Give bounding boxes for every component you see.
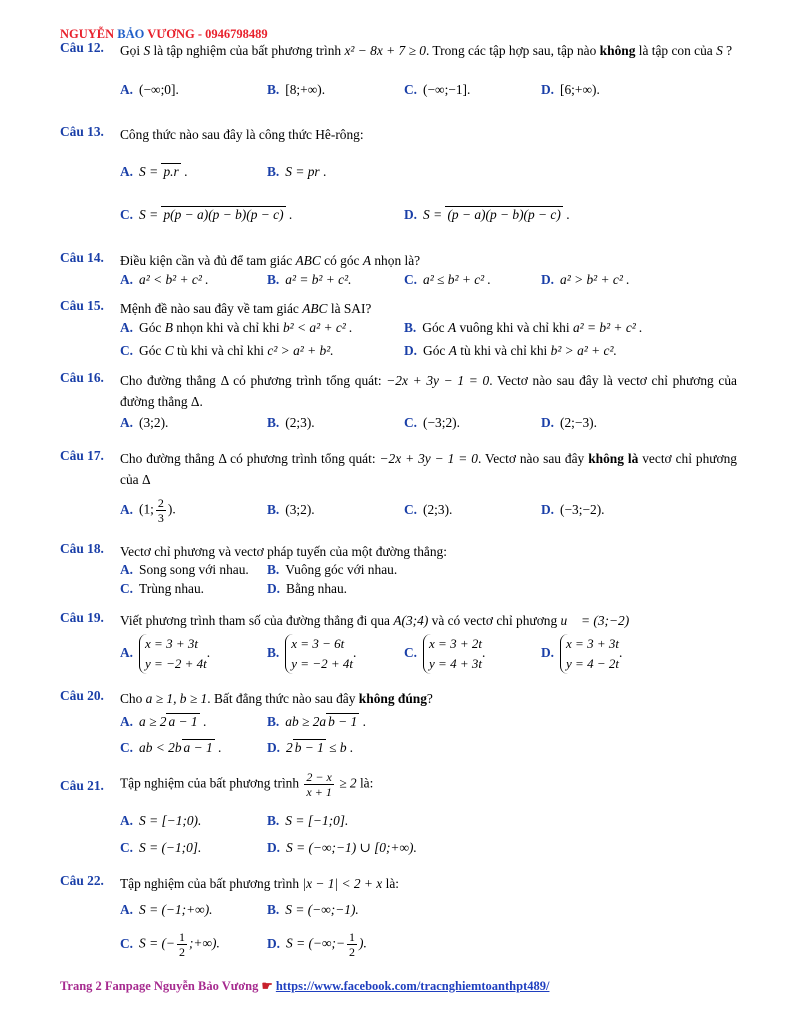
option-d[interactable]: D. S = (−∞;− $\frac{1}{2}$ ). xyxy=(267,930,367,959)
option-d[interactable]: D. (2;−3). xyxy=(541,415,597,430)
question-number: Câu 13. xyxy=(60,124,104,139)
option-b[interactable]: B. x = 3 − 6t y = −2 + 4t . xyxy=(267,634,356,674)
option-c[interactable]: C. a² ≤ b² + c² . xyxy=(404,272,491,287)
question-19 xyxy=(60,610,737,631)
question-number: Câu 22. xyxy=(60,873,104,888)
page-number: Trang 2 xyxy=(60,979,102,993)
equation-system: x = 3 + 3t y = 4 − 2t xyxy=(560,634,619,674)
equation-system: x = 3 − 6t y = −2 + 4t xyxy=(285,634,353,674)
pointing-hand-icon: ☛ xyxy=(261,979,273,993)
equation-system: x = 3 + 3t y = −2 + 4t xyxy=(139,634,207,674)
question-text: Viết phương trình tham số của đường thẳng đi qua A(3;4) và có vectơ chỉ phương u⃗ = (3;−2) xyxy=(120,613,630,628)
option-c[interactable]: C. S = (− $\frac{1}{2}$ ;+∞). xyxy=(120,930,220,959)
question-18 xyxy=(60,541,737,562)
option-b[interactable]: B. S = (−∞;−1). xyxy=(267,902,359,917)
question-number: Câu 18. xyxy=(60,541,104,556)
option-a[interactable]: A. S = p.r . xyxy=(120,164,188,179)
question-text: Tập nghiệm của bất phương trình |x − 1| < 2 + x là: xyxy=(120,876,399,891)
question-number: Câu 16. xyxy=(60,370,104,385)
option-c[interactable]: C. (2;3). xyxy=(404,502,453,517)
option-d[interactable]: D. Bằng nhau. xyxy=(267,581,348,596)
option-b[interactable]: B. Góc A vuông khi và chỉ khi a² = b² + c² . xyxy=(404,320,643,335)
page-footer xyxy=(60,978,549,994)
fraction: $\frac{1}{2}$ xyxy=(178,930,185,959)
question-number: Câu 17. xyxy=(60,448,104,463)
header-name-2: BẢO xyxy=(117,27,145,41)
question-number: Câu 15. xyxy=(60,298,104,313)
header-name-3: VƯƠNG - 0946798489 xyxy=(144,27,268,41)
option-b[interactable]: B. (3;2). xyxy=(267,502,315,517)
question-21 xyxy=(60,770,737,799)
option-d[interactable]: D. S = (p − a)(p − b)(p − c) . xyxy=(404,207,570,222)
option-b[interactable]: B. [8;+∞). xyxy=(267,82,326,97)
question-text: Gọi S là tập nghiệm của bất phương trình x² − 8x + 7 ≥ 0. Trong các tập hợp sau, tập nào không là tập con của S ? xyxy=(120,43,733,58)
question-22 xyxy=(60,873,737,894)
option-a[interactable]: A. a ≥ 2 a − 1 . xyxy=(120,714,207,729)
option-c[interactable]: C. ab < 2b a − 1 . xyxy=(120,740,222,755)
option-a[interactable]: A. (−∞;0]. xyxy=(120,82,179,97)
question-17 xyxy=(60,448,737,490)
question-15 xyxy=(60,298,737,319)
option-a[interactable]: A. S = (−1;+∞). xyxy=(120,902,213,917)
option-c[interactable]: C. x = 3 + 2t y = 4 + 3t . xyxy=(404,634,485,674)
option-a[interactable]: A. (1; $\frac{2}{3}$ ). xyxy=(120,496,176,525)
question-number: Câu 20. xyxy=(60,688,104,703)
option-a[interactable]: A. x = 3 + 3t y = −2 + 4t . xyxy=(120,634,210,674)
option-b[interactable]: B. ab ≥ 2a b − 1 . xyxy=(267,714,366,729)
question-number: Câu 12. xyxy=(60,40,104,55)
option-d[interactable]: D. 2 b − 1 ≤ b . xyxy=(267,740,354,755)
option-d[interactable]: D. Góc A tù khi và chỉ khi b² > a² + c². xyxy=(404,343,617,358)
question-12 xyxy=(60,40,737,61)
question-16 xyxy=(60,370,737,412)
question-number: Câu 19. xyxy=(60,610,104,625)
option-b[interactable]: B. S = pr . xyxy=(267,164,327,179)
option-d[interactable]: D. S = (−∞;−1) ∪ [0;+∞). xyxy=(267,840,417,855)
question-number: Câu 21. xyxy=(60,778,104,793)
option-a[interactable]: A. (3;2). xyxy=(120,415,169,430)
option-c[interactable]: C. Góc C tù khi và chỉ khi c² > a² + b². xyxy=(120,343,334,358)
question-text: Cho a ≥ 1, b ≥ 1. Bất đẳng thức nào sau đây không đúng? xyxy=(120,691,433,706)
question-text: Cho đường thẳng Δ có phương trình tổng quát: −2x + 3y − 1 = 0. Vectơ nào sau đây là vectơ chỉ phương của đường thẳng Δ. xyxy=(120,373,738,409)
option-a[interactable]: A. Góc B nhọn khi và chỉ khi b² < a² + c² . xyxy=(120,320,353,335)
option-a[interactable]: A. Song song với nhau. xyxy=(120,562,249,577)
option-c[interactable]: C. (−∞;−1]. xyxy=(404,82,471,97)
question-text: Mệnh đề nào sau đây về tam giác ABC là SAI? xyxy=(120,301,372,316)
question-20 xyxy=(60,688,737,709)
option-c[interactable]: C. Trùng nhau. xyxy=(120,581,205,596)
facebook-link[interactable]: https://www.facebook.com/tracnghiemtoanthpt489/ xyxy=(275,979,550,993)
option-b[interactable]: B. a² = b² + c². xyxy=(267,272,352,287)
fraction: $\frac{1}{2}$ xyxy=(349,930,355,959)
question-14 xyxy=(60,250,737,271)
question-text: Tập nghiệm của bất phương trình $\frac{2 - x}{x + 1}$ ≥ 2 là: xyxy=(120,770,374,799)
header-name-1: NGUYỄN xyxy=(60,27,118,41)
option-d[interactable]: D. x = 3 + 3t y = 4 − 2t . xyxy=(541,634,622,674)
option-c[interactable]: C. S = p(p − a)(p − b)(p − c) . xyxy=(120,207,293,222)
question-text: Vectơ chỉ phương và vectơ pháp tuyến của một đường thẳng: xyxy=(120,544,447,559)
option-d[interactable]: D. (−3;−2). xyxy=(541,502,605,517)
option-b[interactable]: B. S = [−1;0]. xyxy=(267,813,349,828)
option-b[interactable]: B. (2;3). xyxy=(267,415,315,430)
fanpage-label: Fanpage Nguyễn Bảo Vương xyxy=(101,979,262,993)
option-d[interactable]: D. [6;+∞). xyxy=(541,82,600,97)
option-a[interactable]: A. S = [−1;0). xyxy=(120,813,202,828)
question-text: Công thức nào sau đây là công thức Hê-rông: xyxy=(120,127,364,142)
question-text: Cho đường thẳng Δ có phương trình tổng quát: −2x + 3y − 1 = 0. Vectơ nào sau đây không là vectơ chỉ phương của Δ xyxy=(120,451,737,487)
equation-system: x = 3 + 2t y = 4 + 3t xyxy=(423,634,482,674)
question-number: Câu 14. xyxy=(60,250,104,265)
option-a[interactable]: A. a² < b² + c² . xyxy=(120,272,209,287)
option-c[interactable]: C. S = (−1;0]. xyxy=(120,840,202,855)
fraction: $\frac{2}{3}$ xyxy=(157,496,164,525)
question-13 xyxy=(60,124,737,145)
option-d[interactable]: D. a² > b² + c² . xyxy=(541,272,630,287)
fraction: $\frac{2 - x}{x + 1}$ xyxy=(306,770,332,799)
option-b[interactable]: B. Vuông góc với nhau. xyxy=(267,562,398,577)
question-text: Điều kiện cần và đủ để tam giác ABC có góc A nhọn là? xyxy=(120,253,421,268)
option-c[interactable]: C. (−3;2). xyxy=(404,415,460,430)
